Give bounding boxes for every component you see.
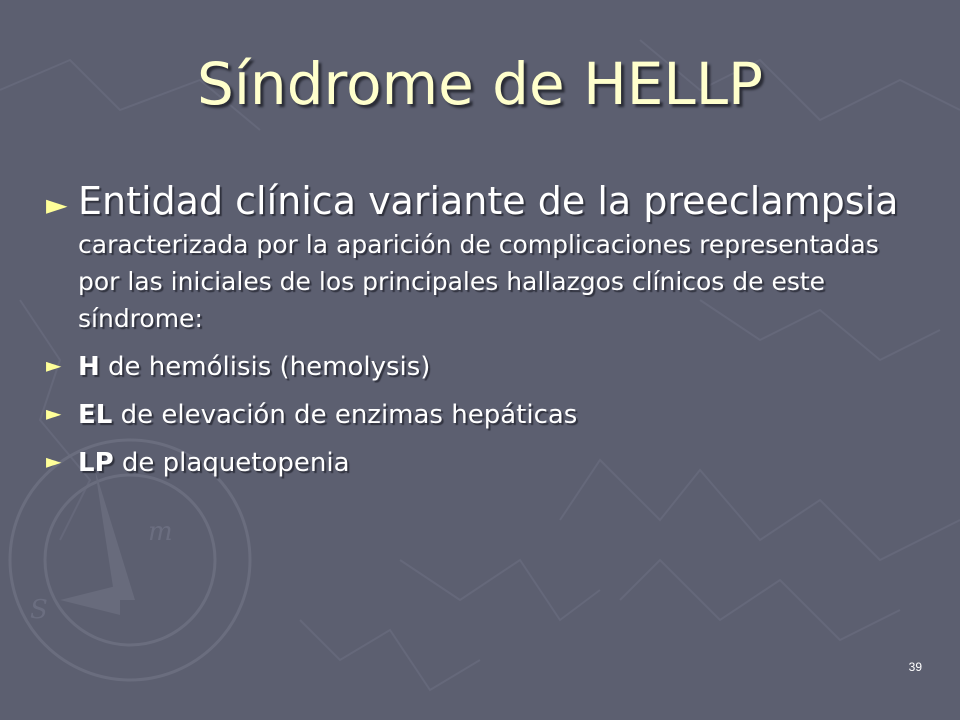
list-item-text (78, 445, 350, 481)
svg-text:m: m (148, 517, 173, 547)
description: de plaquetopenia (113, 448, 350, 478)
intro-bullet (46, 180, 926, 337)
list-item-el (46, 397, 926, 433)
abbreviation: H (78, 352, 100, 382)
triangle-bullet-icon: ► (46, 401, 62, 425)
slide-number: 39 (908, 660, 922, 674)
list-item-lp (46, 445, 926, 481)
triangle-bullet-icon: ► (46, 188, 68, 221)
intro-body: caracterizada por la aparición de complicaciones representadas por las iniciales de los principales hallazgos clínicos de este síndrome: (78, 230, 879, 333)
abbreviation: LP (78, 448, 114, 478)
intro-text (78, 180, 926, 337)
slide-content (46, 180, 926, 481)
description: de elevación de enzimas hepáticas (112, 400, 578, 430)
description: de hemólisis (hemolysis) (99, 352, 431, 382)
svg-text:S: S (30, 595, 48, 625)
list-item-h (46, 349, 926, 385)
abbreviation: EL (78, 400, 113, 430)
triangle-bullet-icon: ► (46, 353, 62, 377)
list-item-text (78, 397, 577, 433)
triangle-bullet-icon: ► (46, 449, 62, 473)
list-item-text (78, 349, 430, 385)
slide-title: Síndrome de HELLP (197, 50, 763, 118)
intro-heading: Entidad clínica variante de la preeclampsia (78, 179, 899, 223)
